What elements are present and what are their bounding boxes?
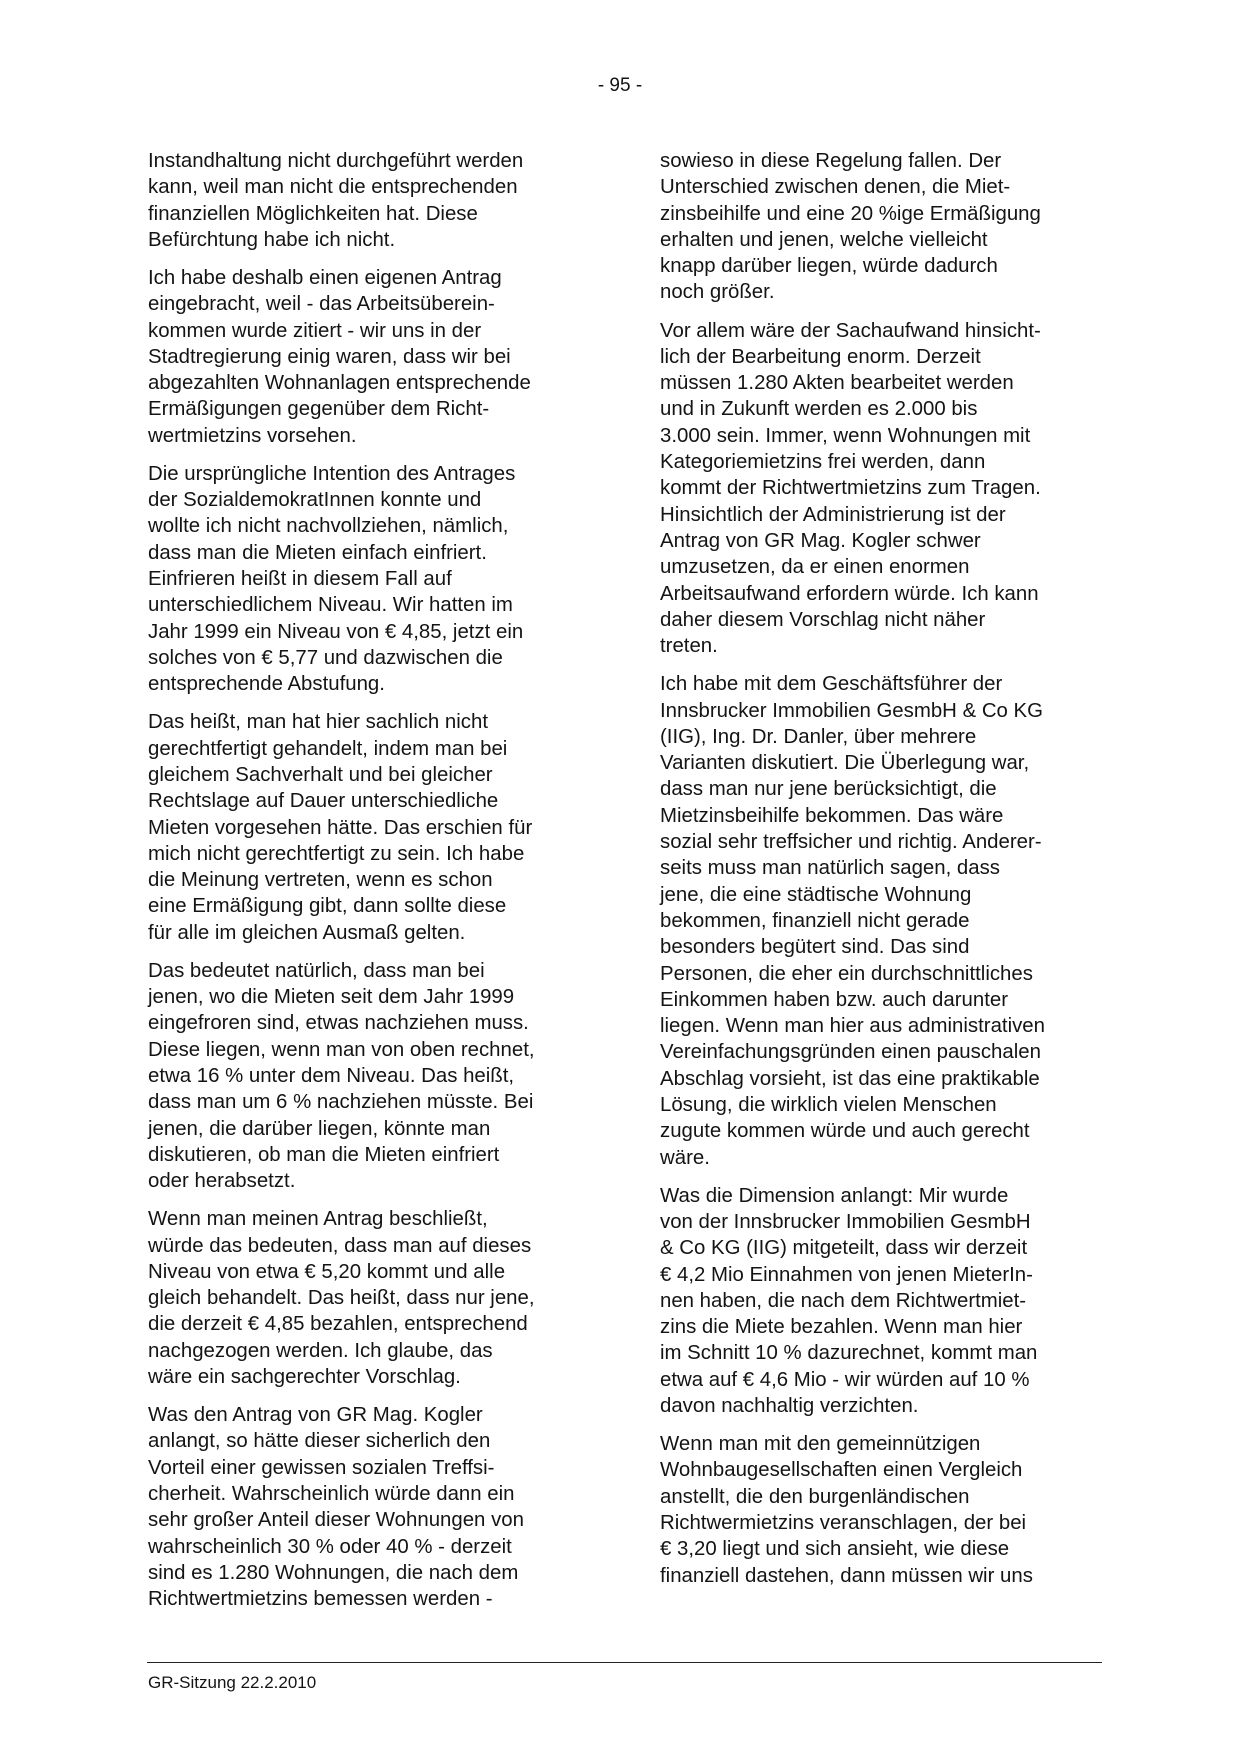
paragraph bbox=[148, 1206, 578, 1390]
text-line: von der Innsbrucker Immobilien GesmbH bbox=[660, 1210, 1031, 1233]
text-line: Wenn man meinen Antrag beschließt, bbox=[148, 1208, 488, 1231]
paragraph bbox=[660, 1183, 1090, 1420]
text-line: wollte ich nicht nachvollziehen, nämlich, bbox=[148, 515, 509, 538]
text-line: € 4,2 Mio Einnahmen von jenen MieterIn- bbox=[660, 1263, 1033, 1286]
text-line: solches von € 5,77 und dazwischen die bbox=[148, 646, 503, 669]
text-line: Was den Antrag von GR Mag. Kogler bbox=[148, 1404, 483, 1427]
text-line: Rechtslage auf Dauer unterschiedliche bbox=[148, 790, 499, 813]
text-line: Varianten diskutiert. Die Überlegung war, bbox=[660, 752, 1030, 775]
text-line: sind es 1.280 Wohnungen, die nach dem bbox=[148, 1561, 519, 1584]
text-line: Abschlag vorsieht, ist das eine praktikable bbox=[660, 1067, 1040, 1090]
text-line: Lösung, die wirklich vielen Menschen bbox=[660, 1093, 997, 1116]
text-line: dass man nur jene berücksichtigt, die bbox=[660, 778, 997, 801]
text-line: seits muss man natürlich sagen, dass bbox=[660, 857, 1000, 880]
text-line: Antrag von GR Mag. Kogler schwer bbox=[660, 529, 981, 552]
text-line: dass man um 6 % nachziehen müsste. Bei bbox=[148, 1091, 534, 1114]
text-line: Das bedeutet natürlich, dass man bei bbox=[148, 959, 485, 982]
text-line: noch größer. bbox=[660, 281, 775, 304]
text-line: jenen, die darüber liegen, könnte man bbox=[148, 1117, 491, 1140]
text-line: wertmietzins vorsehen. bbox=[148, 424, 357, 447]
text-line: im Schnitt 10 % dazurechnet, kommt man bbox=[660, 1342, 1038, 1365]
text-line: gerechtfertigt gehandelt, indem man bei bbox=[148, 737, 508, 760]
text-line: cherheit. Wahrscheinlich würde dann ein bbox=[148, 1483, 515, 1506]
text-line: eine Ermäßigung gibt, dann sollte diese bbox=[148, 895, 507, 918]
text-line: gleichem Sachverhalt und bei gleicher bbox=[148, 763, 493, 786]
text-line: 3.000 sein. Immer, wenn Wohnungen mit bbox=[660, 424, 1031, 447]
text-line: finanziell dastehen, dann müssen wir uns bbox=[660, 1564, 1033, 1587]
text-line: unterschiedlichem Niveau. Wir hatten im bbox=[148, 594, 513, 617]
paragraph bbox=[148, 148, 578, 253]
paragraph bbox=[660, 1431, 1090, 1589]
text-line: sowieso in diese Regelung fallen. Der bbox=[660, 150, 1002, 172]
text-line: Wenn man mit den gemeinnützigen bbox=[660, 1433, 981, 1456]
text-line: gleich behandelt. Das heißt, dass nur jene, bbox=[148, 1287, 535, 1310]
text-line: der SozialdemokratInnen konnte und bbox=[148, 489, 482, 512]
text-line: jenen, wo die Mieten seit dem Jahr 1999 bbox=[148, 986, 515, 1009]
text-line: erhalten und jenen, welche vielleicht bbox=[660, 228, 988, 251]
text-line: Mieten vorgesehen hätte. Das erschien für bbox=[148, 816, 533, 839]
text-line: Was die Dimension anlangt: Mir wurde bbox=[660, 1184, 1009, 1207]
text-line: Vorteil einer gewissen sozialen Treffsi- bbox=[148, 1456, 495, 1479]
text-line: Die ursprüngliche Intention des Antrages bbox=[148, 462, 516, 485]
text-line: kommen wurde zitiert - wir uns in der bbox=[148, 319, 482, 342]
text-line: Vereinfachungsgründen einen pauschalen bbox=[660, 1041, 1041, 1064]
text-line: Innsbrucker Immobilien GesmbH & Co KG bbox=[660, 699, 1044, 722]
text-line: Niveau von etwa € 5,20 kommt und alle bbox=[148, 1260, 506, 1283]
text-line: Einkommen haben bzw. auch darunter bbox=[660, 988, 1008, 1011]
text-line: Personen, die eher ein durchschnittliches bbox=[660, 962, 1033, 985]
text-line: Instandhaltung nicht durchgeführt werden bbox=[148, 150, 524, 172]
text-line: besonders begütert sind. Das sind bbox=[660, 936, 970, 959]
text-line: Vor allem wäre der Sachaufwand hinsicht- bbox=[660, 319, 1041, 342]
text-line: Ich habe deshalb einen eigenen Antrag bbox=[148, 266, 502, 289]
text-line: € 3,20 liegt und sich ansieht, wie diese bbox=[660, 1538, 1010, 1561]
text-line: Mietzinsbeihilfe bekommen. Das wäre bbox=[660, 804, 1004, 827]
paragraph bbox=[148, 461, 578, 698]
text-line: kommt der Richtwertmietzins zum Tragen. bbox=[660, 477, 1041, 500]
text-line: Diese liegen, wenn man von oben rechnet, bbox=[148, 1038, 535, 1061]
text-line: Stadtregierung einig waren, dass wir bei bbox=[148, 345, 511, 368]
text-line: Ich habe mit dem Geschäftsführer der bbox=[660, 673, 1003, 696]
text-line: etwa auf € 4,6 Mio - wir würden auf 10 % bbox=[660, 1368, 1030, 1391]
paragraph bbox=[148, 1402, 578, 1612]
paragraph bbox=[660, 148, 1090, 306]
text-line: nachgezogen werden. Ich glaube, das bbox=[148, 1339, 493, 1362]
text-line: für alle im gleichen Ausmaß gelten. bbox=[148, 921, 466, 944]
text-line: wäre ein sachgerechter Vorschlag. bbox=[148, 1366, 461, 1389]
text-line: anstellt, die den burgenländischen bbox=[660, 1485, 970, 1508]
text-line: Einfrieren heißt in diesem Fall auf bbox=[148, 568, 452, 591]
text-line: würde das bedeuten, dass man auf dieses bbox=[148, 1234, 532, 1257]
text-line: & Co KG (IIG) mitgeteilt, dass wir derzeit bbox=[660, 1237, 1028, 1260]
text-line: zinsbeihilfe und eine 20 %ige Ermäßigung bbox=[660, 202, 1041, 225]
paragraph bbox=[660, 318, 1090, 660]
right-text-column bbox=[660, 148, 1090, 1601]
text-line: liegen. Wenn man hier aus administrativen bbox=[660, 1015, 1045, 1038]
left-text-column bbox=[148, 148, 578, 1624]
text-line: knapp darüber liegen, würde dadurch bbox=[660, 255, 998, 278]
text-line: zins die Miete bezahlen. Wenn man hier bbox=[660, 1316, 1023, 1339]
text-line: Das heißt, man hat hier sachlich nicht bbox=[148, 711, 488, 734]
text-line: finanziellen Möglichkeiten hat. Diese bbox=[148, 202, 478, 225]
text-line: davon nachhaltig verzichten. bbox=[660, 1395, 919, 1418]
text-line: wahrscheinlich 30 % oder 40 % - derzeit bbox=[148, 1535, 512, 1558]
text-line: Hinsichtlich der Administrierung ist der bbox=[660, 503, 1006, 526]
text-line: Richtwertmietzins bemessen werden - bbox=[148, 1588, 493, 1611]
text-line: anlangt, so hätte dieser sicherlich den bbox=[148, 1430, 491, 1453]
text-line: entsprechende Abstufung. bbox=[148, 673, 385, 696]
text-line: sehr großer Anteil dieser Wohnungen von bbox=[148, 1509, 524, 1532]
text-line: Ermäßigungen gegenüber dem Richt- bbox=[148, 398, 490, 421]
text-line: wäre. bbox=[660, 1146, 710, 1169]
text-line: sozial sehr treffsicher und richtig. Anderer- bbox=[660, 831, 1042, 854]
text-line: daher diesem Vorschlag nicht näher bbox=[660, 608, 986, 631]
text-line: abgezahlten Wohnanlagen entsprechende bbox=[148, 372, 531, 395]
text-line: dass man die Mieten einfach einfriert. bbox=[148, 541, 487, 564]
text-line: Richtwermietzins veranschlagen, der bei bbox=[660, 1512, 1027, 1535]
text-line: bekommen, finanziell nicht gerade bbox=[660, 909, 970, 932]
text-line: Arbeitsaufwand erfordern würde. Ich kann bbox=[660, 582, 1039, 605]
paragraph bbox=[148, 709, 578, 946]
text-line: nen haben, die nach dem Richtwertmiet- bbox=[660, 1289, 1027, 1312]
text-line: etwa 16 % unter dem Niveau. Das heißt, bbox=[148, 1064, 515, 1087]
text-line: treten. bbox=[660, 635, 718, 658]
text-line: diskutieren, ob man die Mieten einfriert bbox=[148, 1143, 500, 1166]
text-line: die derzeit € 4,85 bezahlen, entsprechend bbox=[148, 1313, 528, 1336]
text-line: Unterschied zwischen denen, die Miet- bbox=[660, 176, 1011, 199]
page-number: - 95 - bbox=[597, 75, 643, 96]
footer-divider bbox=[147, 1662, 1102, 1663]
text-line: die Meinung vertreten, wenn es schon bbox=[148, 869, 493, 892]
text-line: und in Zukunft werden es 2.000 bis bbox=[660, 398, 978, 421]
text-line: Jahr 1999 ein Niveau von € 4,85, jetzt ein bbox=[148, 620, 524, 643]
text-line: Befürchtung habe ich nicht. bbox=[148, 228, 396, 251]
text-line: eingefroren sind, etwas nachziehen muss. bbox=[148, 1012, 529, 1035]
text-line: Kategoriemietzins frei werden, dann bbox=[660, 451, 986, 474]
text-line: mich nicht gerechtfertigt zu sein. Ich habe bbox=[148, 842, 525, 865]
text-line: Wohnbaugesellschaften einen Vergleich bbox=[660, 1459, 1023, 1482]
paragraph bbox=[660, 671, 1090, 1171]
text-line: umzusetzen, da er einen enormen bbox=[660, 556, 970, 579]
text-line: oder herabsetzt. bbox=[148, 1170, 296, 1193]
text-line: kann, weil man nicht die entsprechenden bbox=[148, 176, 518, 199]
paragraph bbox=[148, 265, 578, 449]
text-line: müssen 1.280 Akten bearbeitet werden bbox=[660, 372, 1014, 395]
text-line: (IIG), Ing. Dr. Danler, über mehrere bbox=[660, 725, 977, 748]
paragraph bbox=[148, 958, 578, 1195]
text-line: eingebracht, weil - das Arbeitsüberein- bbox=[148, 293, 495, 316]
text-line: zugute kommen würde und auch gerecht bbox=[660, 1120, 1030, 1143]
text-line: jene, die eine städtische Wohnung bbox=[660, 883, 972, 906]
footer-session-date: GR-Sitzung 22.2.2010 bbox=[148, 1673, 317, 1692]
text-line: lich der Bearbeitung enorm. Derzeit bbox=[660, 345, 981, 368]
